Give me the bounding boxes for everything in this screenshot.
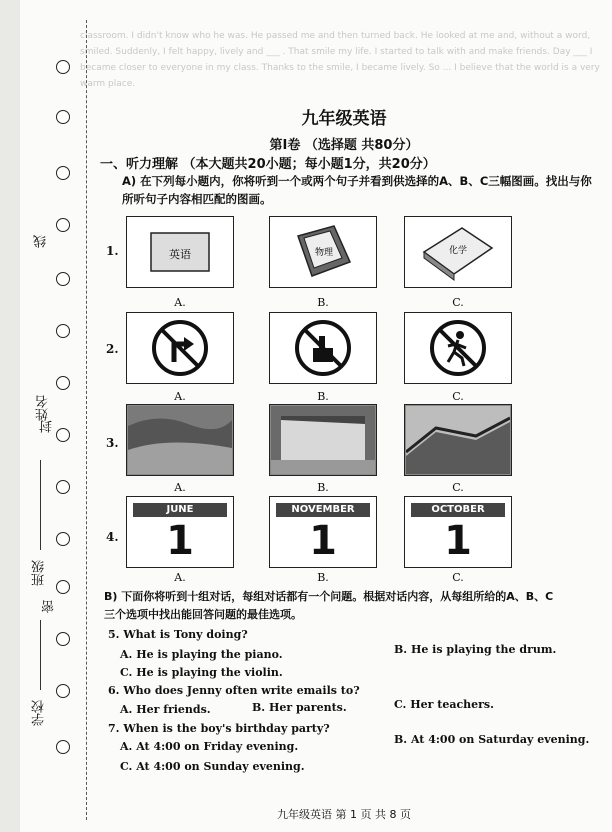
option-c-label: C. xyxy=(452,296,464,309)
margin-label-class: 班级 xyxy=(32,560,47,586)
part-title: 第Ⅰ卷 （选择题 共80分） xyxy=(269,138,419,153)
landscape-photo-icon xyxy=(128,406,232,474)
calendar-day: 1 xyxy=(309,518,337,564)
option-a-label: A. xyxy=(174,390,186,403)
binding-hole xyxy=(56,480,70,494)
book-label-chemistry: 化学 xyxy=(448,246,468,256)
picture-2b xyxy=(269,312,377,384)
question-text: 6. Who does Jenny often write emails to? xyxy=(108,684,360,697)
picture-2a xyxy=(126,312,234,384)
binding-hole xyxy=(56,376,70,390)
picture-3a-landscape-photo xyxy=(126,404,234,476)
binding-hole xyxy=(56,632,70,646)
option-b-label: B. xyxy=(317,296,329,309)
calendar-month: NOVEMBER xyxy=(276,503,370,517)
picture-4c-calendar xyxy=(404,496,512,568)
picture-4a-calendar xyxy=(126,496,234,568)
instruction-a: A) 在下列每小题内，你将听到一个或两个句子并看到供选择的A、B、C三幅图画。找出与你所听句子内容相匹配的图画。 xyxy=(122,174,592,206)
page-title: 九年级英语 xyxy=(301,109,387,129)
book-label-english: 英语 xyxy=(169,248,191,261)
margin-write-line xyxy=(40,460,41,550)
binding-hole xyxy=(56,428,70,442)
bleed-through-text: classroom. I didn't know who he was. He passed me and then turned back. He looked at me and, without a word, smiled. Suddenly, I felt happy, lively and ___ . That smile my life. I started to talk with and make friends. Day ___ I became closer to everyone in my class. Thanks to the smile, I became lively. So ... I believe that the world is a very warm place. xyxy=(80,31,600,89)
margin-label-xian: 线 xyxy=(34,235,49,248)
margin-label-feng: 封 xyxy=(40,420,55,433)
picture-3b-waterfall-photo xyxy=(269,404,377,476)
picture-1a xyxy=(126,216,234,288)
binding-hole xyxy=(56,272,70,286)
question-number: 1. xyxy=(106,244,119,258)
margin-label-mi: 密 xyxy=(42,600,57,613)
option-b-label: B. xyxy=(317,390,329,403)
waterfall-photo-icon xyxy=(271,406,375,474)
binding-dashed-line xyxy=(86,20,87,820)
binding-hole xyxy=(56,218,70,232)
picture-1b xyxy=(269,216,377,288)
section-title: 一、听力理解 （本大题共20小题；每小题1分，共20分） xyxy=(100,157,436,172)
book-icon xyxy=(288,222,358,282)
question-number: 2. xyxy=(106,342,119,356)
binding-hole xyxy=(56,324,70,338)
answer-option: A. At 4:00 on Friday evening. xyxy=(120,740,299,753)
great-wall-photo-icon xyxy=(406,406,510,474)
book-icon xyxy=(418,222,498,282)
answer-option: B. Her parents. xyxy=(252,701,347,714)
page-footer: 九年级英语 第 1 页 共 8 页 xyxy=(277,808,411,821)
option-c-label: C. xyxy=(452,571,464,584)
answer-option: C. Her teachers. xyxy=(394,698,494,711)
option-c-label: C. xyxy=(452,481,464,494)
binding-hole xyxy=(56,60,70,74)
no-right-turn-sign-icon xyxy=(150,318,210,378)
no-drinking-sign-icon xyxy=(293,318,353,378)
book-label-physics: 物理 xyxy=(314,248,334,258)
margin-label-school: 学校 xyxy=(32,700,47,726)
calendar-day: 1 xyxy=(444,518,472,564)
binding-hole xyxy=(56,166,70,180)
exam-content xyxy=(94,0,604,832)
question-number: 4. xyxy=(106,530,119,544)
picture-3c-great-wall-photo xyxy=(404,404,512,476)
binding-hole xyxy=(56,110,70,124)
answer-option: C. At 4:00 on Sunday evening. xyxy=(120,760,305,773)
picture-1c xyxy=(404,216,512,288)
question-text: 7. When is the boy's birthday party? xyxy=(108,722,330,735)
calendar-month: OCTOBER xyxy=(411,503,505,517)
instruction-b: B) 下面你将听到十组对话，每组对话都有一个问题。根据对话内容，从每组所给的A、B、C三个选项中找出能回答问题的最佳选项。 xyxy=(104,590,554,621)
binding-hole xyxy=(56,740,70,754)
question-number: 3. xyxy=(106,436,119,450)
option-a-label: A. xyxy=(174,481,186,494)
picture-4b-calendar xyxy=(269,496,377,568)
answer-option: A. Her friends. xyxy=(120,703,211,716)
option-b-label: B. xyxy=(317,571,329,584)
margin-label-top: 姓名 xyxy=(36,395,51,421)
binding-hole xyxy=(56,580,70,594)
calendar-day: 1 xyxy=(166,518,194,564)
option-a-label: A. xyxy=(174,571,186,584)
binding-hole xyxy=(56,684,70,698)
calendar-month: JUNE xyxy=(133,503,227,517)
option-b-label: B. xyxy=(317,481,329,494)
question-text: 5. What is Tony doing? xyxy=(108,628,248,641)
option-a-label: A. xyxy=(174,296,186,309)
book-icon xyxy=(145,227,215,277)
paper-edge xyxy=(0,0,20,832)
margin-write-line xyxy=(40,620,41,690)
answer-option: A. He is playing the piano. xyxy=(120,648,283,661)
answer-option: C. He is playing the violin. xyxy=(120,666,283,679)
picture-2c xyxy=(404,312,512,384)
binding-hole xyxy=(56,532,70,546)
answer-option: B. He is playing the drum. xyxy=(394,643,557,656)
answer-option: B. At 4:00 on Saturday evening. xyxy=(394,733,590,746)
no-running-sign-icon xyxy=(428,318,488,378)
option-c-label: C. xyxy=(452,390,464,403)
